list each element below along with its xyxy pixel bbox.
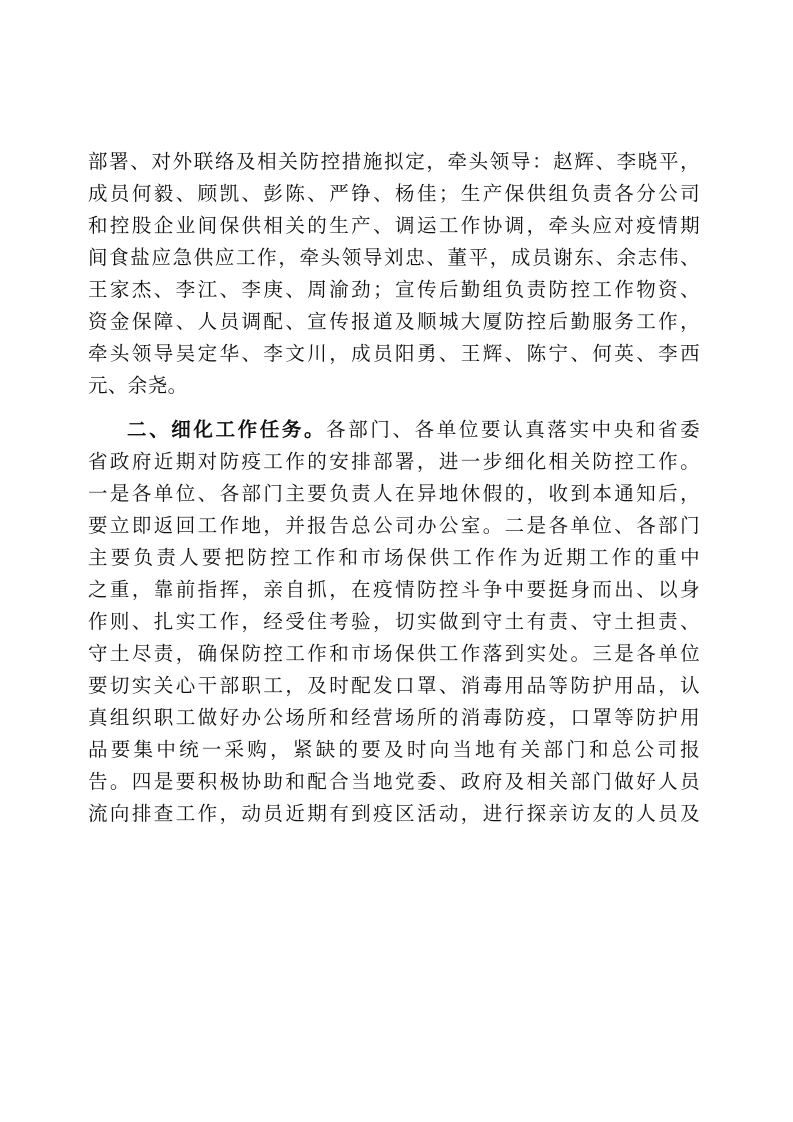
text-line: 之重，靠前指挥，亲自抓，在疫情防控斗争中要挺身而出、以身: [88, 578, 700, 601]
text-line: 流向排查工作，动员近期有到疫区活动，进行探亲访友的人员及: [88, 802, 700, 825]
text-line: 要切实关心干部职工，及时配发口罩、消毒用品等防护用品，认: [88, 674, 700, 697]
text-line: 品要集中统一采购，紧缺的要及时向当地有关部门和总公司报: [88, 738, 700, 761]
text-line: 告。四是要积极协助和配合当地党委、政府及相关部门做好人员: [88, 770, 700, 793]
text-line: 间食盐应急供应工作，牵头领导刘忠、董平，成员谢东、余志伟、: [88, 246, 700, 269]
paragraph-gap: [88, 402, 700, 414]
paragraph-refine-tasks: [88, 414, 700, 830]
text-line: 主要负责人要把防控工作和市场保供工作作为近期工作的重中: [88, 546, 700, 569]
text-line: 一是各单位、各部门主要负责人在异地休假的，收到本通知后，: [88, 482, 700, 505]
text-line: 资金保障、人员调配、宣传报道及顺城大厦防控后勤服务工作，: [88, 310, 700, 333]
paragraph-team-assignments: [88, 146, 700, 402]
section-heading: 二、细化工作任务。: [127, 418, 327, 441]
text-line: 牵头领导吴定华、李文川，成员阳勇、王辉、陈宁、何英、李西: [88, 342, 700, 365]
text-line: 王家杰、李江、李庚、周渝劲；宣传后勤组负责防控工作物资、: [88, 278, 700, 301]
text-line: 省政府近期对防疫工作的安排部署，进一步细化相关防控工作。: [88, 450, 700, 473]
text-line-first: [88, 414, 700, 446]
text-line: 部署、对外联络及相关防控措施拟定，牵头领导：赵辉、李晓平，: [88, 150, 700, 173]
text-line-last: 元、余尧。: [88, 374, 188, 397]
heading-line-text: 各部门、各单位要认真落实中央和省委: [326, 418, 700, 441]
document-body: [88, 146, 700, 830]
text-line: 要立即返回工作地，并报告总公司办公室。二是各单位、各部门: [88, 514, 700, 537]
text-line: 真组织职工做好办公场所和经营场所的消毒防疫，口罩等防护用: [88, 706, 700, 729]
text-line: 作则、扎实工作，经受住考验，切实做到守土有责、守土担责、: [88, 610, 700, 633]
text-line: 和控股企业间保供相关的生产、调运工作协调，牵头应对疫情期: [88, 214, 700, 237]
text-line: 成员何毅、顾凯、彭陈、严铮、杨佳；生产保供组负责各分公司: [88, 182, 700, 205]
text-line: 守土尽责，确保防控工作和市场保供工作落到实处。三是各单位: [88, 642, 700, 665]
